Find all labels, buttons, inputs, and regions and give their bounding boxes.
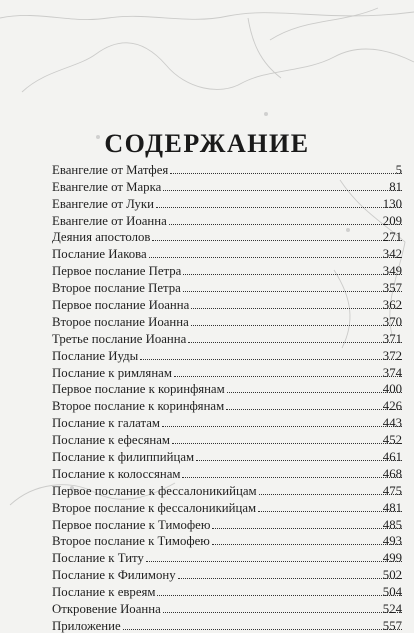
toc-entry[interactable] bbox=[52, 228, 402, 245]
toc-entry-page: 524 bbox=[382, 602, 402, 617]
dot-leader bbox=[226, 409, 402, 410]
toc-entry-page: 342 bbox=[382, 247, 402, 262]
toc-entry[interactable] bbox=[52, 548, 402, 565]
toc-entry-title: Евангелие от Иоанна bbox=[52, 213, 167, 228]
toc-entry-page: 371 bbox=[382, 331, 402, 346]
dot-leader bbox=[191, 325, 402, 326]
toc-entry-page: 499 bbox=[382, 551, 402, 566]
toc-entry[interactable] bbox=[52, 464, 402, 481]
toc-entry-page: 271 bbox=[382, 230, 402, 245]
dot-leader bbox=[146, 561, 402, 562]
toc-entry-page: 374 bbox=[382, 365, 402, 380]
dot-leader bbox=[188, 342, 402, 343]
toc-entry-title: Послание Иуды bbox=[52, 348, 139, 363]
toc-entry-title: Первое послание к Тимофею bbox=[52, 517, 211, 532]
toc-entry[interactable] bbox=[52, 565, 402, 582]
toc-entry-page: 461 bbox=[382, 450, 402, 465]
toc-entry-page: 372 bbox=[382, 348, 402, 363]
toc-entry[interactable] bbox=[52, 430, 402, 447]
toc-entry[interactable] bbox=[52, 616, 402, 633]
dot-leader bbox=[140, 359, 402, 360]
toc-entry-page: 370 bbox=[382, 314, 402, 329]
toc-entry-page: 209 bbox=[382, 213, 402, 228]
toc-entry[interactable] bbox=[52, 582, 402, 599]
toc-entry-page: 443 bbox=[382, 416, 402, 431]
dot-leader bbox=[174, 376, 402, 377]
page-title: СОДЕРЖАНИЕ bbox=[104, 129, 310, 159]
dot-leader bbox=[152, 240, 402, 241]
toc-entry-page: 502 bbox=[382, 568, 402, 583]
toc-entry[interactable] bbox=[52, 532, 402, 549]
dot-leader bbox=[149, 257, 402, 258]
dot-leader bbox=[162, 426, 402, 427]
toc-entry-title: Послание к римлянам bbox=[52, 365, 172, 380]
toc-entry-page: 130 bbox=[382, 196, 402, 211]
toc-entry-title: Послание к ефесянам bbox=[52, 433, 171, 448]
toc-entry-title: Послание к Филимону bbox=[52, 568, 176, 583]
toc-entry[interactable] bbox=[52, 312, 402, 329]
toc-entry-title: Евангелие от Матфея bbox=[52, 162, 169, 177]
toc-entry-title: Второе послание Петра bbox=[52, 281, 181, 296]
toc-entry-page: 362 bbox=[382, 298, 402, 313]
dot-leader bbox=[163, 190, 402, 191]
toc-entry-page: 5 bbox=[395, 162, 402, 177]
dot-leader bbox=[163, 612, 402, 613]
toc-entry[interactable] bbox=[52, 244, 402, 261]
toc-entry-page: 504 bbox=[382, 585, 402, 600]
toc-entry-title: Первое послание Иоанна bbox=[52, 298, 190, 313]
dot-leader bbox=[156, 207, 402, 208]
toc-entry[interactable] bbox=[52, 380, 402, 397]
toc-entry-title: Первое послание Петра bbox=[52, 264, 182, 279]
toc-entry-page: 468 bbox=[382, 466, 402, 481]
toc-entry[interactable] bbox=[52, 346, 402, 363]
toc-entry-title: Второе послание к коринфянам bbox=[52, 399, 225, 414]
toc-entry[interactable] bbox=[52, 329, 402, 346]
toc-entry-title: Первое послание к коринфянам bbox=[52, 382, 225, 397]
toc-entry-title: Евангелие от Марка bbox=[52, 179, 162, 194]
toc-entry[interactable] bbox=[52, 447, 402, 464]
toc-entry-title: Деяния апостолов bbox=[52, 230, 151, 245]
toc-entry-page: 493 bbox=[382, 534, 402, 549]
toc-entry[interactable] bbox=[52, 194, 402, 211]
dot-leader bbox=[183, 274, 402, 275]
toc-entry[interactable] bbox=[52, 177, 402, 194]
toc-entry[interactable] bbox=[52, 396, 402, 413]
toc-entry-page: 400 bbox=[382, 382, 402, 397]
toc-entry-title: Третье послание Иоанна bbox=[52, 331, 187, 346]
toc-entry[interactable] bbox=[52, 599, 402, 616]
toc-entry-title: Послание к Титу bbox=[52, 551, 144, 566]
dot-leader bbox=[182, 477, 402, 478]
toc-entry-title: Послание к галатам bbox=[52, 416, 160, 431]
dot-leader bbox=[170, 173, 402, 174]
dot-leader bbox=[212, 544, 402, 545]
toc-entry-title: Приложение bbox=[52, 618, 121, 633]
toc-entry[interactable] bbox=[52, 295, 402, 312]
toc-entry-title: Послание к колоссянам bbox=[52, 466, 181, 481]
dot-leader bbox=[172, 443, 402, 444]
toc-entry-page: 481 bbox=[382, 500, 402, 515]
toc-entry[interactable] bbox=[52, 261, 402, 278]
toc-entry-page: 452 bbox=[382, 433, 402, 448]
dot-leader bbox=[196, 460, 402, 461]
toc-entry[interactable] bbox=[52, 278, 402, 295]
toc-entry-title: Евангелие от Луки bbox=[52, 196, 154, 211]
toc-entry[interactable] bbox=[52, 363, 402, 380]
toc-entry-title: Откровение Иоанна bbox=[52, 602, 161, 617]
dot-leader bbox=[191, 308, 402, 309]
dot-leader bbox=[169, 224, 402, 225]
toc-entry-title: Второе послание к фессалоникийцам bbox=[52, 500, 257, 515]
table-of-contents bbox=[52, 160, 402, 633]
dot-leader bbox=[227, 392, 402, 393]
toc-entry[interactable] bbox=[52, 498, 402, 515]
toc-entry[interactable] bbox=[52, 481, 402, 498]
dot-leader bbox=[123, 629, 402, 630]
toc-entry-title: Второе послание к Тимофею bbox=[52, 534, 210, 549]
dot-leader bbox=[183, 291, 402, 292]
toc-entry-page: 557 bbox=[382, 618, 402, 633]
toc-entry[interactable] bbox=[52, 413, 402, 430]
toc-entry-page: 81 bbox=[389, 179, 402, 194]
toc-entry-title: Первое послание к фессалоникийцам bbox=[52, 483, 257, 498]
toc-entry[interactable] bbox=[52, 211, 402, 228]
toc-entry[interactable] bbox=[52, 160, 402, 177]
toc-entry-title: Послание к евреям bbox=[52, 585, 156, 600]
dot-leader bbox=[178, 578, 402, 579]
toc-entry-page: 485 bbox=[382, 517, 402, 532]
dot-leader bbox=[212, 528, 402, 529]
dot-leader bbox=[157, 595, 402, 596]
toc-entry-page: 426 bbox=[382, 399, 402, 414]
toc-entry-page: 349 bbox=[382, 264, 402, 279]
toc-entry[interactable] bbox=[52, 515, 402, 532]
toc-entry-page: 475 bbox=[382, 483, 402, 498]
toc-entry-title: Послание к филиппийцам bbox=[52, 450, 195, 465]
toc-entry-page: 357 bbox=[382, 281, 402, 296]
toc-entry-title: Второе послание Иоанна bbox=[52, 314, 189, 329]
toc-entry-title: Послание Иакова bbox=[52, 247, 147, 262]
